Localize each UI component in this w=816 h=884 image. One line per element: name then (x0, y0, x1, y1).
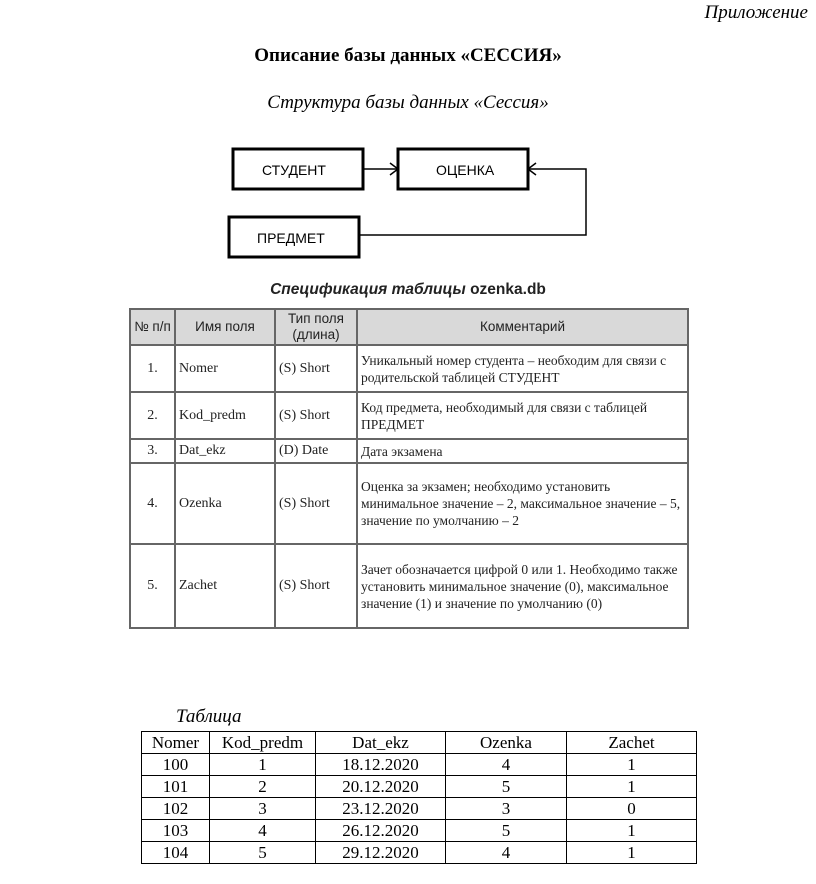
spec-cell-name: Kod_predm (175, 392, 275, 439)
data-table (141, 731, 697, 864)
data-header-row (142, 732, 697, 754)
document-subtitle: Структура базы данных «Сессия» (267, 92, 549, 113)
data-cell: 1 (210, 754, 316, 776)
spec-header-type: Тип поля (длина) (275, 309, 357, 345)
document-title: Описание базы данных «СЕССИЯ» (254, 45, 562, 66)
data-cell: 5 (446, 776, 567, 798)
data-cell: 26.12.2020 (316, 820, 446, 842)
data-cell: 100 (142, 754, 210, 776)
data-cell: 102 (142, 798, 210, 820)
spec-cell-type: (S) Short (275, 463, 357, 544)
data-cell: 103 (142, 820, 210, 842)
data-row (142, 820, 697, 842)
spec-table (129, 308, 689, 629)
spec-cell-name: Dat_ekz (175, 439, 275, 463)
spec-caption-name: ozenka.db (470, 281, 546, 298)
data-cell: 29.12.2020 (316, 842, 446, 864)
entity-student-label: СТУДЕНТ (262, 162, 326, 178)
spec-cell-type: (S) Short (275, 544, 357, 628)
spec-cell-comment: Оценка за экзамен; необходимо установить минимальное значение – 2, максимальное значение – 5, значение по умолчанию – 2 (357, 463, 688, 544)
spec-row (130, 392, 688, 439)
spec-cell-num: 2. (130, 392, 175, 439)
data-cell: 5 (446, 820, 567, 842)
data-cell: 1 (567, 820, 697, 842)
appendix-label: Приложение (704, 2, 808, 23)
data-cell: 20.12.2020 (316, 776, 446, 798)
data-cell: 18.12.2020 (316, 754, 446, 776)
data-cell: 0 (567, 798, 697, 820)
spec-caption (0, 281, 816, 299)
spec-cell-name: Zachet (175, 544, 275, 628)
entity-grade-label: ОЦЕНКА (436, 162, 495, 178)
spec-caption-prefix: Спецификация таблицы (270, 281, 466, 298)
data-cell: 4 (446, 754, 567, 776)
spec-header-num: № п/п (130, 309, 175, 345)
spec-cell-num: 5. (130, 544, 175, 628)
data-table-caption: Таблица (176, 706, 242, 727)
data-header-ozenka: Ozenka (446, 732, 567, 754)
data-cell: 3 (210, 798, 316, 820)
data-cell: 101 (142, 776, 210, 798)
spec-cell-num: 4. (130, 463, 175, 544)
data-header-nomer: Nomer (142, 732, 210, 754)
er-diagram (0, 130, 816, 270)
data-cell: 5 (210, 842, 316, 864)
data-cell: 1 (567, 842, 697, 864)
spec-cell-num: 3. (130, 439, 175, 463)
spec-header-row (130, 309, 688, 345)
spec-cell-num: 1. (130, 345, 175, 392)
spec-header-name: Имя поля (175, 309, 275, 345)
spec-cell-name: Ozenka (175, 463, 275, 544)
data-cell: 3 (446, 798, 567, 820)
data-cell: 1 (567, 754, 697, 776)
data-cell: 4 (210, 820, 316, 842)
spec-row (130, 345, 688, 392)
spec-header-comment: Комментарий (357, 309, 688, 345)
spec-row (130, 544, 688, 628)
spec-cell-comment: Дата экзамена (357, 439, 688, 463)
data-row (142, 842, 697, 864)
data-cell: 104 (142, 842, 210, 864)
spec-row (130, 439, 688, 463)
spec-cell-comment: Зачет обозначается цифрой 0 или 1. Необходимо также установить минимальное значение (0), максимальное значение (1) и значение по умолчанию (0) (357, 544, 688, 628)
spec-cell-type: (S) Short (275, 345, 357, 392)
data-row (142, 798, 697, 820)
spec-cell-type: (S) Short (275, 392, 357, 439)
data-cell: 4 (446, 842, 567, 864)
data-header-kod-predm: Kod_predm (210, 732, 316, 754)
spec-cell-type: (D) Date (275, 439, 357, 463)
data-header-zachet: Zachet (567, 732, 697, 754)
spec-cell-name: Nomer (175, 345, 275, 392)
data-cell: 2 (210, 776, 316, 798)
data-row (142, 754, 697, 776)
data-row (142, 776, 697, 798)
spec-cell-comment: Код предмета, необходимый для связи с таблицей ПРЕДМЕТ (357, 392, 688, 439)
data-cell: 23.12.2020 (316, 798, 446, 820)
entity-subject-label: ПРЕДМЕТ (257, 230, 325, 246)
spec-cell-comment: Уникальный номер студента – необходим для связи с родительской таблицей СТУДЕНТ (357, 345, 688, 392)
data-header-dat-ekz: Dat_ekz (316, 732, 446, 754)
data-cell: 1 (567, 776, 697, 798)
spec-row (130, 463, 688, 544)
